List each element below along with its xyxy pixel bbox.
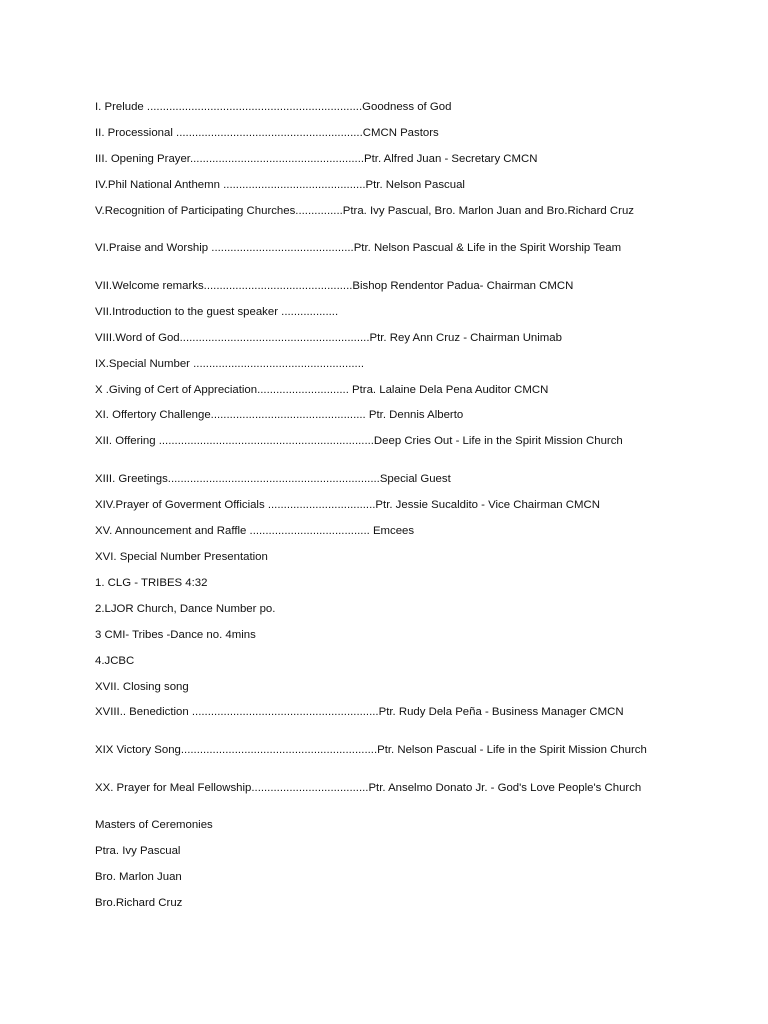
program-line: IV.Phil National Anthemn .............................................Ptr. Nelson Pascual	[95, 179, 465, 191]
program-line: VII.Welcome remarks...............................................Bishop Rendentor Padua- Chairman CMCN	[95, 280, 574, 292]
program-line: II. Processional ...........................................................CMCN Pastors	[95, 127, 439, 139]
program-line: 2.LJOR Church, Dance Number po.	[95, 603, 276, 615]
program-line: I. Prelude ....................................................................Goodness of God	[95, 101, 452, 113]
program-line: XV. Announcement and Raffle ...................................... Emcees	[95, 525, 415, 537]
program-line: VIII.Word of God............................................................Ptr. Rey Ann Cruz - Chairman Unimab	[95, 332, 562, 344]
program-line: Bro. Marlon Juan	[95, 871, 182, 883]
program-line: XI. Offertory Challenge................................................. Ptr. Dennis Alberto	[95, 409, 464, 421]
program-line: XII. Offering ....................................................................Deep Cries Out - Life in the Spirit Mission Church	[95, 435, 623, 447]
program-line: Masters of Ceremonies	[95, 819, 213, 831]
program-line: XX. Prayer for Meal Fellowship.....................................Ptr. Anselmo Donato Jr. - God's Love People's Church	[95, 782, 642, 794]
program-line: 4.JCBC	[95, 655, 135, 667]
program-line: V.Recognition of Participating Churches...............Ptra. Ivy Pascual, Bro. Marlon Juan and Bro.Richard Cruz	[95, 205, 634, 217]
program-line: XVIII.. Benediction ...........................................................Ptr. Rudy Dela Peña - Business Manager CMCN	[95, 706, 624, 718]
program-line: XIII. Greetings...................................................................Special Guest	[95, 473, 451, 485]
program-line: VI.Praise and Worship .............................................Ptr. Nelson Pascual & Life in the Spirit Worship Team	[95, 242, 622, 254]
program-line: XIV.Prayer of Goverment Officials ..................................Ptr. Jessie Sucaldito - Vice Chairman CMCN	[95, 499, 600, 511]
program-line: XVI. Special Number Presentation	[95, 551, 268, 563]
program-line: XVII. Closing song	[95, 681, 189, 693]
program-line: III. Opening Prayer.......................................................Ptr. Alfred Juan - Secretary CMCN	[95, 153, 538, 165]
program-line: IX.Special Number ......................................................	[95, 358, 365, 370]
program-line: X .Giving of Cert of Appreciation............................. Ptra. Lalaine Dela Pena Auditor CMCN	[95, 384, 549, 396]
program-line: 3 CMI- Tribes -Dance no. 4mins	[95, 629, 256, 641]
program-line: VII.Introduction to the guest speaker ..................	[95, 306, 339, 318]
program-line: Bro.Richard Cruz	[95, 897, 183, 909]
program-line: 1. CLG - TRIBES 4:32	[95, 577, 208, 589]
program-line: XIX Victory Song..............................................................Ptr. Nelson Pascual - Life in the Spirit Mission Church	[95, 744, 647, 756]
program-line: Ptra. Ivy Pascual	[95, 845, 181, 857]
